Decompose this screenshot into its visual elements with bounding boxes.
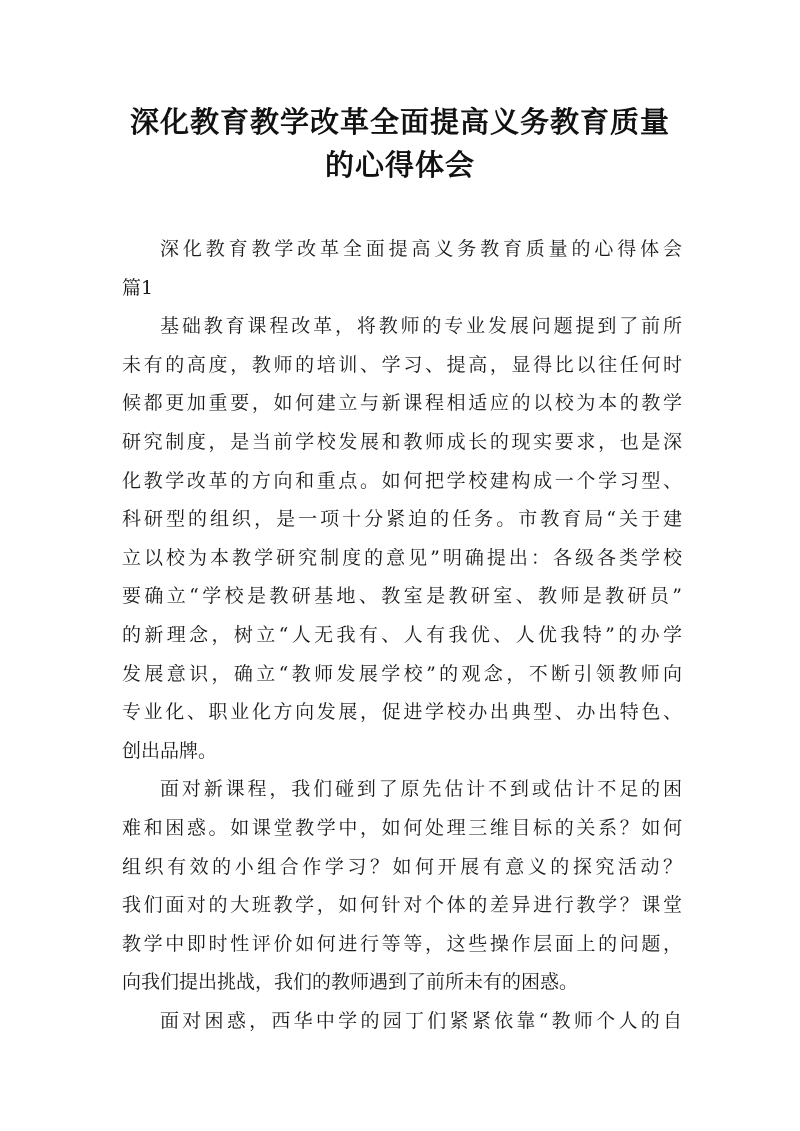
- text-line: 面对困惑，西华中学的园丁们紧紧依靠“教师个人的自: [160, 1009, 682, 1032]
- document-title-line-2: 的心得体会: [324, 148, 475, 182]
- document-title-line-1: 深化教育教学改革全面提高义务教育质量: [129, 105, 670, 139]
- text-line: 深化教育教学改革全面提高义务教育质量的心得体会: [160, 238, 682, 260]
- text-line: 难和困惑。如课堂教学中，如何处理三维目标的关系？如何: [122, 816, 682, 839]
- text-line: 要确立“学校是教研基地、教室是教研室、教师是教研员”: [122, 585, 682, 608]
- text-line: 组织有效的小组合作学习？如何开展有意义的探究活动？: [122, 855, 682, 878]
- text-line: 向我们提出挑战，我们的教师遇到了前所未有的困惑。: [122, 971, 579, 994]
- text-line: 科研型的组织，是一项十分紧迫的任务。市教育局“关于建: [122, 508, 682, 531]
- text-line: 篇1: [122, 276, 154, 299]
- text-line: 专业化、职业化方向发展，促进学校办出典型、办出特色、: [122, 701, 682, 724]
- text-line: 候都更加重要，如何建立与新课程相适应的以校为本的教学: [122, 392, 682, 415]
- text-line: 研究制度，是当前学校发展和教师成长的现实要求，也是深: [122, 430, 682, 453]
- text-line: 未有的高度，教师的培训、学习、提高，显得比以往任何时: [122, 353, 682, 376]
- document-body: [122, 230, 682, 1040]
- text-line: 教学中即时性评价如何进行等等，这些操作层面上的问题，: [122, 932, 682, 955]
- text-line: 的新理念，树立“人无我有、人有我优、人优我特”的办学: [122, 623, 682, 646]
- text-line: 面对新课程，我们碰到了原先估计不到或估计不足的困: [160, 778, 682, 801]
- text-line: 立以校为本教学研究制度的意见”明确提出：各级各类学校: [122, 546, 682, 569]
- text-line: 我们面对的大班教学，如何针对个体的差异进行教学？课堂: [122, 894, 682, 917]
- text-line: 化教学改革的方向和重点。如何把学校建构成一个学习型、: [122, 469, 682, 492]
- text-line: 创出品牌。: [122, 739, 218, 762]
- text-line: 发展意识，确立“教师发展学校”的观念，不断引领教师向: [122, 662, 682, 685]
- text-line: 基础教育课程改革，将教师的专业发展问题提到了前所: [160, 315, 682, 338]
